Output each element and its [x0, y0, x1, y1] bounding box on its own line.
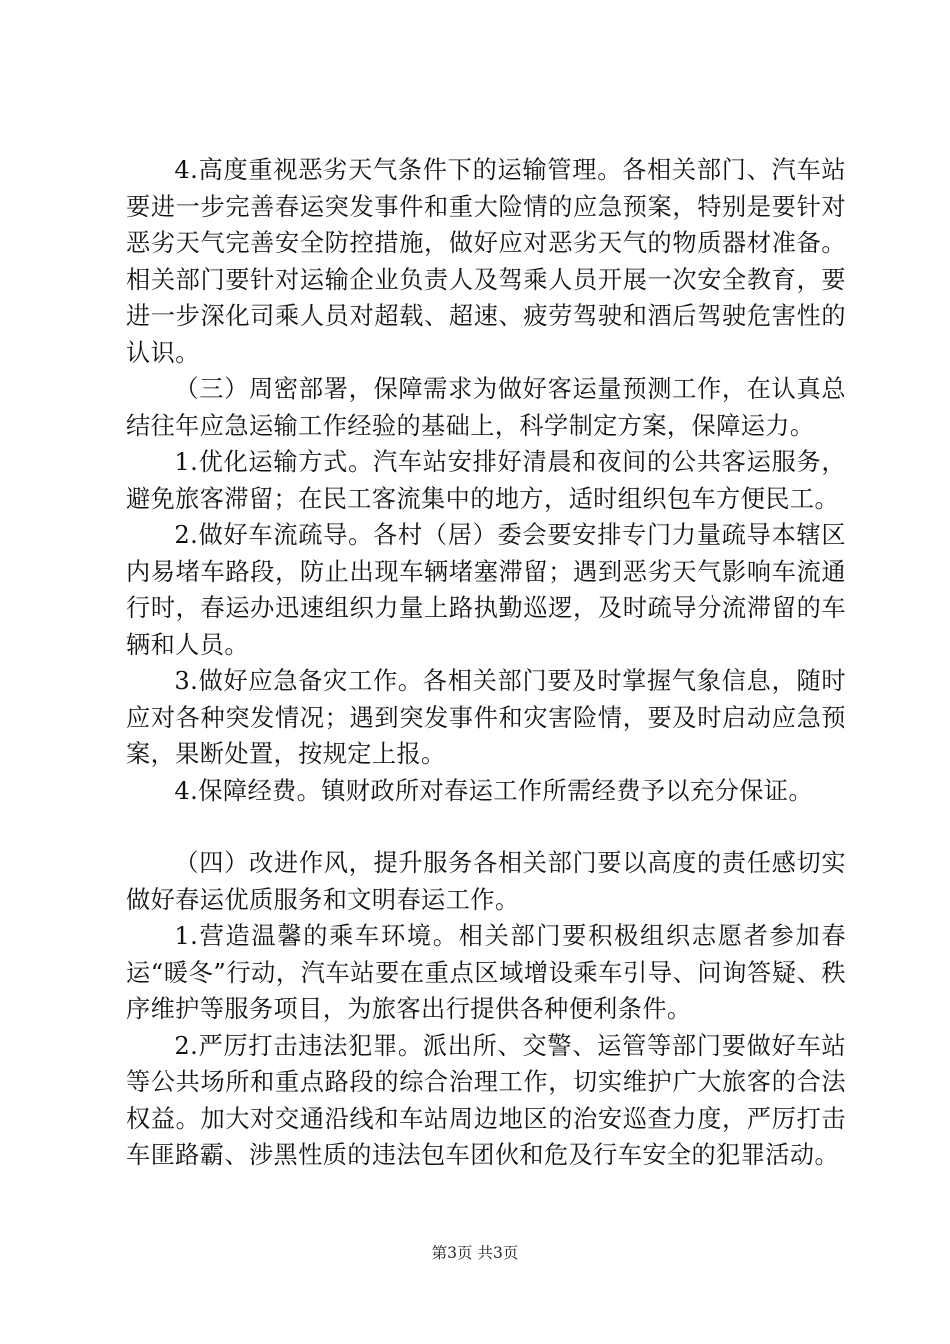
paragraph-traffic-guidance: 2.做好车流疏导。各村（居）委会要安排专门力量疏导本辖区内易堵车路段，防止出现车辆堵塞滞留；遇到恶劣天气影响车流通行时，春运办迅速组织力量上路执勤巡逻，及时疏导分流滞留的车辆和人员。: [126, 521, 846, 659]
paragraph-crime-crackdown: 2.严厉打击违法犯罪。派出所、交警、运管等部门要做好车站等公共场所和重点路段的综合治理工作，切实维护广大旅客的合法权益。加大对交通沿线和车站周边地区的治安巡查力度，严厉打击车匪路霸、涉黑性质的违法包车团伙和危及行车安全的犯罪活动。: [126, 1031, 846, 1169]
document-body: [126, 152, 846, 1174]
paragraph-weather-management: 4.高度重视恶劣天气条件下的运输管理。各相关部门、汽车站要进一步完善春运突发事件和重大险情的应急预案，特别是要针对恶劣天气完善安全防控措施，做好应对恶劣天气的物质器材准备。相关部门要针对运输企业负责人及驾乘人员开展一次安全教育，要进一步深化司乘人员对超载、超速、疲劳驾驶和酒后驾驶危害性的认识。: [126, 156, 846, 367]
paragraph-spacer: [126, 809, 846, 845]
paragraph-emergency-preparedness: 3.做好应急备灾工作。各相关部门要及时掌握气象信息，随时应对各种突发情况；遇到突发事件和灾害险情，要及时启动应急预案，果断处置，按规定上报。: [126, 667, 846, 768]
paragraph-section-four-heading: （四）改进作风，提升服务各相关部门要以高度的责任感切实做好春运优质服务和文明春运工作。: [126, 849, 846, 914]
page-number-footer: 第3页 共3页: [431, 1244, 519, 1262]
paragraph-section-three-heading: （三）周密部署，保障需求为做好客运量预测工作，在认真总结往年应急运输工作经验的基础上，科学制定方案，保障运力。: [126, 375, 846, 440]
paragraph-optimize-transport: 1.优化运输方式。汽车站安排好清晨和夜间的公共客运服务，避免旅客滞留；在民工客流集中的地方，适时组织包车方便民工。: [126, 448, 846, 513]
paragraph-funding: 4.保障经费。镇财政所对春运工作所需经费予以充分保证。: [174, 776, 813, 805]
paragraph-riding-environment: 1.营造温馨的乘车环境。相关部门要积极组织志愿者参加春运“暖冬”行动，汽车站要在重点区域增设乘车引导、问询答疑、秩序维护等服务项目，为旅客出行提供各种便利条件。: [126, 922, 846, 1023]
